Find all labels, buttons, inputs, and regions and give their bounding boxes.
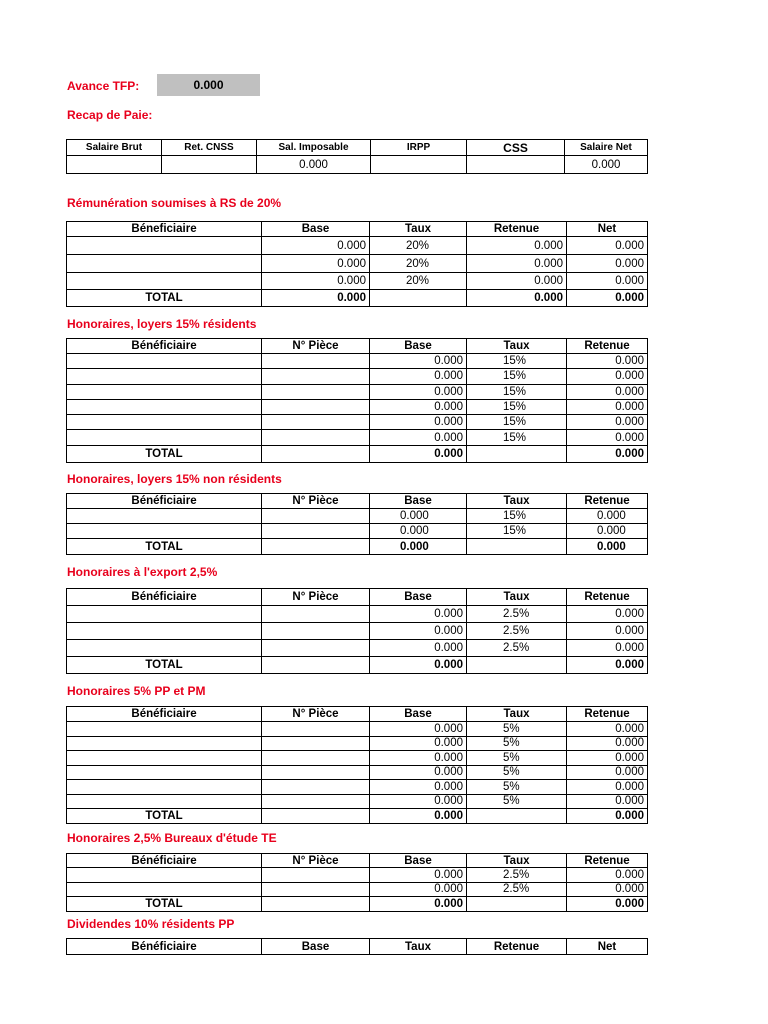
table-cell[interactable]: 0.000: [370, 415, 467, 430]
table-row: [67, 606, 648, 623]
column-header: Retenue: [567, 494, 648, 509]
column-header: Base: [262, 222, 370, 237]
table-cell[interactable]: 15%: [467, 384, 567, 399]
table-row: [67, 255, 648, 273]
column-header: Base: [370, 707, 467, 722]
total-cell: 0.000: [567, 539, 648, 555]
table-row: [67, 354, 648, 369]
table-row: [67, 780, 648, 795]
column-header: Taux: [467, 494, 567, 509]
table-cell[interactable]: 0.000: [262, 237, 370, 255]
table-cell[interactable]: 0.000: [370, 794, 467, 809]
table-cell[interactable]: 0.000: [262, 255, 370, 273]
table-cell[interactable]: 15%: [467, 509, 567, 524]
table-cell[interactable]: [67, 780, 262, 795]
rs20-table: [66, 221, 648, 307]
column-header: Bénéficiaire: [67, 494, 262, 509]
total-cell: [262, 897, 370, 912]
total-label: TOTAL: [67, 539, 262, 555]
total-row: [67, 539, 648, 555]
avance-tfp-value[interactable]: 0.000: [157, 74, 260, 96]
table-cell[interactable]: 0.000: [370, 882, 467, 897]
table-cell[interactable]: [262, 882, 370, 897]
table-cell[interactable]: [67, 751, 262, 766]
table-cell[interactable]: 0.000: [567, 430, 648, 445]
table-cell[interactable]: [262, 868, 370, 883]
table-cell[interactable]: 0.000: [370, 868, 467, 883]
table-cell[interactable]: [67, 415, 262, 430]
table-row: [67, 415, 648, 430]
table-cell[interactable]: 0.000: [567, 640, 648, 657]
total-label: TOTAL: [67, 657, 262, 674]
table-cell[interactable]: [262, 794, 370, 809]
table-cell[interactable]: [262, 430, 370, 445]
bureaux25-title: Honoraires 2,5% Bureaux d'étude TE: [67, 831, 277, 845]
column-header: Retenue: [567, 707, 648, 722]
total-row: [67, 897, 648, 912]
column-header: Retenue: [467, 939, 567, 955]
total-cell: [262, 445, 370, 462]
table-cell[interactable]: 0.000: [370, 640, 467, 657]
total-cell: 0.000: [370, 445, 467, 462]
hon5-table: [66, 706, 648, 824]
total-cell: 0.000: [370, 657, 467, 674]
table-cell[interactable]: 2.5%: [467, 606, 567, 623]
table-cell[interactable]: 15%: [467, 369, 567, 384]
total-cell: [467, 809, 567, 824]
column-header: N° Pièce: [262, 707, 370, 722]
table-cell[interactable]: 5%: [467, 736, 567, 751]
table-cell[interactable]: 2.5%: [467, 868, 567, 883]
header-row: [67, 339, 648, 354]
column-header: Net: [567, 222, 648, 237]
table-cell[interactable]: 0.000: [567, 237, 648, 255]
table-row: [67, 430, 648, 445]
table-cell[interactable]: 0.000: [567, 736, 648, 751]
table-row: [67, 623, 648, 640]
table-row: [67, 509, 648, 524]
table-row: [67, 237, 648, 255]
table-cell[interactable]: 0.000: [567, 780, 648, 795]
column-header: Base: [370, 494, 467, 509]
header-row: [67, 939, 648, 955]
total-row: [67, 445, 648, 462]
table-cell[interactable]: [67, 156, 162, 174]
header-row: [67, 140, 648, 156]
recap-title: Recap de Paie:: [67, 108, 153, 122]
table-cell[interactable]: 0.000: [567, 882, 648, 897]
table-cell[interactable]: 0.000: [567, 794, 648, 809]
avance-tfp-label: Avance TFP:: [67, 79, 140, 93]
hon15nr-table: [66, 493, 648, 555]
total-cell: 0.000: [567, 445, 648, 462]
table-row: [67, 736, 648, 751]
table-cell[interactable]: 5%: [467, 794, 567, 809]
table-row: [67, 882, 648, 897]
table-cell[interactable]: 2.5%: [467, 882, 567, 897]
table-cell[interactable]: 0.000: [567, 509, 648, 524]
total-cell: [467, 897, 567, 912]
hon5-title: Honoraires 5% PP et PM: [67, 684, 206, 698]
column-header: Bénéficiaire: [67, 939, 262, 955]
column-header: Base: [262, 939, 370, 955]
column-header: Béneficiaire: [67, 222, 262, 237]
hon15r-title: Honoraires, loyers 15% résidents: [67, 317, 257, 331]
table-cell[interactable]: 5%: [467, 751, 567, 766]
table-cell[interactable]: [262, 524, 370, 539]
table-cell[interactable]: 0.000: [370, 606, 467, 623]
column-header: Taux: [370, 939, 467, 955]
total-cell: [262, 539, 370, 555]
table-cell[interactable]: 0.000: [567, 606, 648, 623]
column-header: Bénéficiaire: [67, 707, 262, 722]
column-header: Taux: [370, 222, 467, 237]
column-header: Net: [567, 939, 648, 955]
table-cell[interactable]: 0.000: [370, 722, 467, 737]
table-cell[interactable]: 0.000: [370, 524, 467, 539]
column-header: Base: [370, 854, 467, 868]
hon15nr-title: Honoraires, loyers 15% non résidents: [67, 472, 282, 486]
table-cell[interactable]: [67, 237, 262, 255]
table-cell[interactable]: 0.000: [467, 255, 567, 273]
table-cell[interactable]: [67, 399, 262, 414]
table-cell[interactable]: [262, 765, 370, 780]
table-cell[interactable]: 0.000: [567, 765, 648, 780]
table-cell[interactable]: 20%: [370, 255, 467, 273]
table-cell[interactable]: 0.000: [467, 237, 567, 255]
table-cell[interactable]: [262, 509, 370, 524]
table-cell[interactable]: 0.000: [370, 430, 467, 445]
table-cell[interactable]: [67, 882, 262, 897]
table-cell[interactable]: 0.000: [370, 751, 467, 766]
total-cell: [262, 657, 370, 674]
table-cell[interactable]: [467, 156, 565, 174]
table-cell[interactable]: 0.000: [370, 780, 467, 795]
table-cell[interactable]: [262, 736, 370, 751]
table-cell[interactable]: 5%: [467, 722, 567, 737]
column-header: N° Pièce: [262, 589, 370, 606]
table-cell[interactable]: 0.000: [370, 509, 467, 524]
table-cell[interactable]: [262, 722, 370, 737]
hon15r-table: [66, 338, 648, 463]
table-cell[interactable]: [67, 524, 262, 539]
total-label: TOTAL: [67, 290, 262, 307]
table-row: [67, 794, 648, 809]
recap-table: [66, 139, 648, 174]
table-cell[interactable]: [67, 722, 262, 737]
column-header: Retenue: [567, 854, 648, 868]
table-cell[interactable]: 0.000: [567, 722, 648, 737]
table-cell[interactable]: 0.000: [257, 156, 371, 174]
table-cell[interactable]: [67, 868, 262, 883]
total-label: TOTAL: [67, 445, 262, 462]
table-cell[interactable]: 0.000: [467, 273, 567, 290]
table-cell[interactable]: 0.000: [567, 623, 648, 640]
table-cell[interactable]: 15%: [467, 524, 567, 539]
column-header: Taux: [467, 589, 567, 606]
total-cell: 0.000: [262, 290, 370, 307]
table-cell[interactable]: [67, 273, 262, 290]
table-cell[interactable]: 0.000: [370, 623, 467, 640]
table-cell[interactable]: [262, 399, 370, 414]
table-cell[interactable]: 15%: [467, 399, 567, 414]
table-cell[interactable]: 20%: [370, 273, 467, 290]
table-cell[interactable]: 2.5%: [467, 640, 567, 657]
header-row: [67, 707, 648, 722]
table-cell[interactable]: 0.000: [567, 354, 648, 369]
table-row: [67, 156, 648, 174]
table-cell[interactable]: [67, 430, 262, 445]
column-header: Taux: [467, 854, 567, 868]
export25-table: [66, 588, 648, 674]
export25-title: Honoraires à l'export 2,5%: [67, 565, 218, 579]
bureaux25-table: [66, 853, 648, 912]
table-row: [67, 384, 648, 399]
table-cell[interactable]: [262, 606, 370, 623]
total-cell: 0.000: [567, 657, 648, 674]
table-cell[interactable]: 0.000: [567, 399, 648, 414]
column-header: Retenue: [567, 339, 648, 354]
table-row: [67, 369, 648, 384]
table-cell[interactable]: 0.000: [567, 415, 648, 430]
table-cell[interactable]: 0.000: [567, 751, 648, 766]
table-cell[interactable]: [371, 156, 467, 174]
column-header: N° Pièce: [262, 854, 370, 868]
column-header: Sal. Imposable: [257, 140, 371, 156]
table-cell[interactable]: [67, 369, 262, 384]
table-cell[interactable]: [67, 623, 262, 640]
table-cell[interactable]: [262, 623, 370, 640]
column-header: Retenue: [467, 222, 567, 237]
table-row: [67, 640, 648, 657]
column-header: N° Pièce: [262, 494, 370, 509]
total-cell: 0.000: [567, 809, 648, 824]
total-label: TOTAL: [67, 809, 262, 824]
column-header: Bénéficiaire: [67, 854, 262, 868]
header-row: [67, 854, 648, 868]
total-cell: 0.000: [467, 290, 567, 307]
total-cell: 0.000: [567, 897, 648, 912]
table-cell[interactable]: 0.000: [567, 369, 648, 384]
table-cell[interactable]: 0.000: [567, 868, 648, 883]
table-cell[interactable]: [262, 640, 370, 657]
table-cell[interactable]: 0.000: [370, 354, 467, 369]
column-header: IRPP: [371, 140, 467, 156]
column-header: Salaire Net: [565, 140, 648, 156]
column-header: N° Pièce: [262, 339, 370, 354]
table-row: [67, 868, 648, 883]
table-cell[interactable]: [262, 780, 370, 795]
table-cell[interactable]: 0.000: [370, 736, 467, 751]
total-row: [67, 657, 648, 674]
total-cell: 0.000: [370, 809, 467, 824]
table-cell[interactable]: 5%: [467, 780, 567, 795]
column-header: CSS: [467, 140, 565, 156]
column-header: Salaire Brut: [67, 140, 162, 156]
table-row: [67, 399, 648, 414]
total-cell: [262, 809, 370, 824]
total-cell: [370, 290, 467, 307]
table-cell[interactable]: 0.000: [567, 273, 648, 290]
table-cell[interactable]: [67, 509, 262, 524]
table-cell[interactable]: 2.5%: [467, 623, 567, 640]
total-row: [67, 809, 648, 824]
table-cell[interactable]: [262, 354, 370, 369]
table-cell[interactable]: 5%: [467, 765, 567, 780]
header-row: [67, 589, 648, 606]
table-cell[interactable]: [162, 156, 257, 174]
column-header: Base: [370, 339, 467, 354]
total-row: [67, 290, 648, 307]
header-row: [67, 222, 648, 237]
table-cell[interactable]: [67, 384, 262, 399]
table-cell[interactable]: [67, 255, 262, 273]
table-cell[interactable]: [67, 354, 262, 369]
table-row: [67, 524, 648, 539]
total-cell: [467, 657, 567, 674]
table-cell[interactable]: 0.000: [370, 369, 467, 384]
column-header: Bénéficiaire: [67, 339, 262, 354]
div10-table: [66, 938, 648, 955]
table-cell[interactable]: 0.000: [262, 273, 370, 290]
table-row: [67, 765, 648, 780]
table-cell[interactable]: 15%: [467, 415, 567, 430]
table-cell[interactable]: [262, 415, 370, 430]
rs20-title: Rémunération soumises à RS de 20%: [67, 196, 282, 210]
table-row: [67, 751, 648, 766]
total-cell: 0.000: [567, 290, 648, 307]
table-cell[interactable]: 15%: [467, 430, 567, 445]
table-cell[interactable]: [262, 369, 370, 384]
column-header: Taux: [467, 707, 567, 722]
column-header: Bénéficiaire: [67, 589, 262, 606]
total-label: TOTAL: [67, 897, 262, 912]
column-header: Base: [370, 589, 467, 606]
table-cell[interactable]: [67, 765, 262, 780]
table-cell[interactable]: 20%: [370, 237, 467, 255]
table-cell[interactable]: [262, 384, 370, 399]
table-cell[interactable]: [67, 736, 262, 751]
table-cell[interactable]: [67, 606, 262, 623]
total-cell: 0.000: [370, 539, 467, 555]
table-cell[interactable]: 0.000: [565, 156, 648, 174]
div10-title: Dividendes 10% résidents PP: [67, 917, 235, 931]
table-cell[interactable]: 0.000: [370, 765, 467, 780]
total-cell: 0.000: [370, 897, 467, 912]
table-cell[interactable]: 0.000: [567, 255, 648, 273]
table-cell[interactable]: 0.000: [567, 384, 648, 399]
column-header: Ret. CNSS: [162, 140, 257, 156]
column-header: Retenue: [567, 589, 648, 606]
header-row: [67, 494, 648, 509]
table-cell[interactable]: 15%: [467, 354, 567, 369]
table-cell[interactable]: [262, 751, 370, 766]
table-cell[interactable]: 0.000: [370, 384, 467, 399]
table-row: [67, 722, 648, 737]
column-header: Taux: [467, 339, 567, 354]
total-cell: [467, 539, 567, 555]
table-cell[interactable]: 0.000: [370, 399, 467, 414]
table-cell[interactable]: [67, 640, 262, 657]
table-row: [67, 273, 648, 290]
table-cell[interactable]: [67, 794, 262, 809]
table-cell[interactable]: 0.000: [567, 524, 648, 539]
total-cell: [467, 445, 567, 462]
